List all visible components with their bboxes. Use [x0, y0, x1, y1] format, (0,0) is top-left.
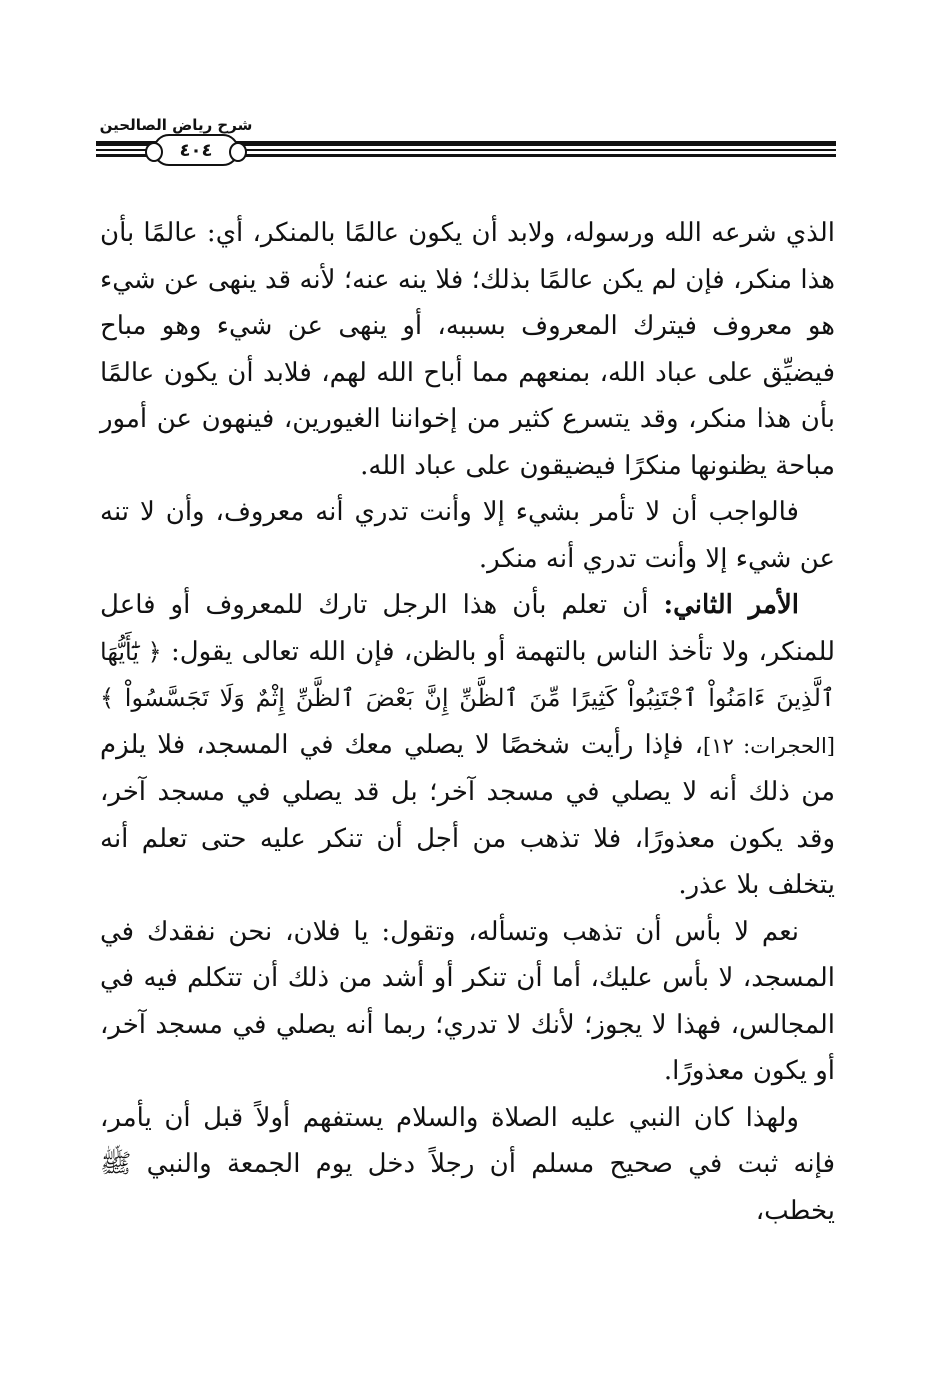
paragraph-5: ولهذا كان النبي عليه الصلاة والسلام يستفهم أولاً قبل أن يأمر، فإنه ثبت في صحيح مسلم أن رجلاً دخل يوم الجمعة والنبي ﷺ يخطب، [100, 1102, 835, 1226]
page-number: ٤٠٤ [179, 139, 213, 161]
quran-reference: [الحجرات: ١٢] [703, 733, 835, 758]
paragraph-3-label: الأمر الثاني: [663, 590, 800, 620]
page-number-badge [153, 134, 239, 166]
paragraph-2: فالواجب أن لا تأمر بشيء إلا وأنت تدري أنه معروف، وأن لا تنه عن شيء إلا وأنت تدري أنه منكر. [100, 497, 835, 574]
quran-verse: ﴿ يَٰٓأَيُّهَا ٱلَّذِينَ ءَامَنُواْ ٱجْتَنِبُواْ كَثِيرًا مِّنَ ٱلظَّنِّ إِنَّ بَعْضَ ٱلظَّنِّ إِثْمٌ وَلَا تَجَسَّسُواْ ﴾ [100, 637, 835, 712]
body-text [100, 210, 835, 1234]
paragraph-1: الذي شرعه الله ورسوله، ولابد أن يكون عالمًا بالمنكر، أي: عالمًا بأن هذا منكر، فإن لم يكن عالمًا بذلك؛ فلا ينه عنه؛ لأنه قد ينهى عن شيء هو معروف فيترك المعروف بسببه، أو ينهى عن شيء وهو مباح فيضيِّق على عباد الله، بمنعهم مما أباح الله لهم، فلابد أن يكون عالمًا بأن هذا منكر، وقد يتسرع كثير من إخواننا الغيورين، فينهون عن أمور مباحة يظنونها منكرًا فيضيقون على عباد الله. [100, 218, 835, 481]
paragraph-4: نعم لا بأس أن تذهب وتسأله، وتقول: يا فلان، نحن نفقدك في المسجد، لا بأس عليك، أما أن تنكر أو أشد من ذلك أن تتكلم فيه في المجالس، فهذا لا يجوز؛ لأنك لا تدري؛ ربما أنه يصلي في مسجد آخر، أو يكون معذورًا. [100, 916, 835, 1086]
running-title: شرح رياض الصالحين [99, 116, 253, 134]
paragraph-3-tail: ، فإذا رأيت شخصًا لا يصلي معك في المسجد، فلا يلزم من ذلك أنه لا يصلي في مسجد آخر؛ بل قد يصلي في مسجد آخر، وقد يكون معذورًا، فلا تذهب من أجل أن تنكر عليه حتى تعلم أنه يتخلف بلا عذر. [100, 729, 835, 900]
paragraph-3 [100, 582, 835, 909]
paragraph-3-lead: أن تعلم بأن هذا الرجل تارك للمعروف أو فاعل للمنكر، ولا تأخذ الناس بالتهمة أو بالظن، فإن الله تعالى يقول: [100, 590, 835, 667]
